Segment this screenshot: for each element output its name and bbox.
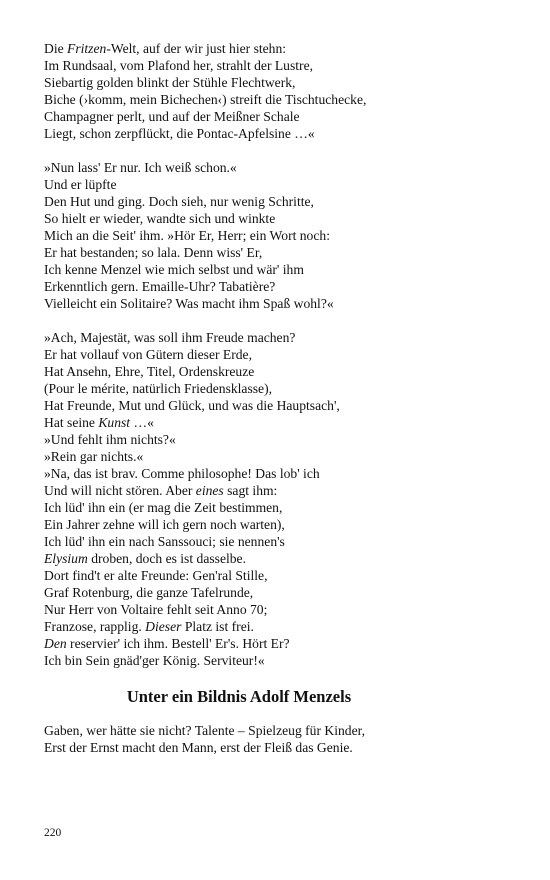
verse-line [44,210,514,227]
verse-line [44,227,514,244]
verse-text: Den Hut und ging. Doch sieh, nur wenig Schritte, [44,194,314,209]
verse-line [44,363,514,380]
verse-line [44,278,514,295]
verse-line [44,74,514,91]
verse-text: Dort find't er alte Freunde: Gen'ral Stille, [44,568,268,583]
verse-line [44,482,514,499]
verse-line [44,244,514,261]
verse-line [44,739,514,756]
verse-text: Biche (›komm, mein Bichechen‹) streift die Tischtuchecke, [44,92,367,107]
verse-text: Platz ist frei. [181,619,254,634]
verse-emphasis: Fritzen [67,41,107,56]
verse-line [44,465,514,482]
verse-text: Die [44,41,68,56]
verse-text: (Pour le mérite, natürlich Friedensklasse), [44,381,273,396]
verse-line [44,40,514,57]
verse-line [44,295,514,312]
verse-emphasis: Dieser [145,619,182,634]
verse-line [44,193,514,210]
verse-text: Ich kenne Menzel wie mich selbst und wär' ihm [44,262,304,277]
verse-text: Hat seine [44,415,99,430]
verse-text: Liegt, schon zerpflückt, die Pontac-Apfelsine …« [44,126,315,141]
verse-line [44,346,514,363]
verse-text: Franzose, rapplig. [44,619,146,634]
verse-line [44,108,514,125]
verse-line [44,499,514,516]
poem-heading: Unter ein Bildnis Adolf Menzels [126,687,352,706]
verse-text: reservier' ich ihm. Bestell' Er's. Hört Er? [66,636,290,651]
stanza-1 [44,40,514,142]
verse-line [44,397,514,414]
verse-line [44,431,514,448]
verse-line [44,722,514,739]
verse-text: So hielt er wieder, wandte sich und winkte [44,211,276,226]
verse-text: Er hat bestanden; so lala. Denn wiss' Er, [44,245,263,260]
verse-text: …« [130,415,154,430]
verse-line [44,91,514,108]
stanza-4 [44,722,514,756]
verse-line [44,567,514,584]
verse-text: »Rein gar nichts.« [44,449,144,464]
page-body [44,40,514,773]
verse-line [44,448,514,465]
verse-line [44,159,514,176]
verse-text: »Nun lass' Er nur. Ich weiß schon.« [44,160,237,175]
verse-emphasis: Elysium [44,551,88,566]
verse-text: Ich bin Sein gnäd'ger König. Serviteur!« [44,653,265,668]
verse-text: droben, doch es ist dasselbe. [87,551,246,566]
verse-text: Nur Herr von Voltaire fehlt seit Anno 70; [44,602,268,617]
verse-text: Er hat vollauf von Gütern dieser Erde, [44,347,252,362]
verse-line [44,550,514,567]
verse-emphasis: Den [44,636,67,651]
verse-line [44,329,514,346]
verse-text: Hat Freunde, Mut und Glück, und was die Hauptsach', [44,398,340,413]
verse-emphasis: Kunst [98,415,131,430]
verse-line [44,414,514,431]
verse-text: Im Rundsaal, vom Plafond her, strahlt der Lustre, [44,58,314,73]
verse-text: Erst der Ernst macht den Mann, erst der Fleiß das Genie. [44,740,353,755]
verse-line [44,380,514,397]
verse-text: Siebartig golden blinkt der Stühle Flechtwerk, [44,75,296,90]
verse-text: Und will nicht stören. Aber [44,483,196,498]
verse-text: Und er lüpfte [44,177,117,192]
verse-line [44,652,514,669]
verse-text: -Welt, auf der wir just hier stehn: [106,41,287,56]
verse-text: Erkenntlich gern. Emaille-Uhr? Tabatière? [44,279,276,294]
verse-text: »Ach, Majestät, was soll ihm Freude machen? [44,330,296,345]
verse-line [44,635,514,652]
verse-emphasis: eines [195,483,224,498]
verse-text: sagt ihm: [223,483,278,498]
verse-text: »Na, das ist brav. Comme philosophe! Das lob' ich [44,466,320,481]
verse-text: Ich lüd' ihn ein nach Sanssouci; sie nennen's [44,534,285,549]
verse-text: Champagner perlt, und auf der Meißner Schale [44,109,300,124]
verse-line [44,584,514,601]
verse-line [44,601,514,618]
verse-text: Vielleicht ein Solitaire? Was macht ihm Spaß wohl?« [44,296,334,311]
verse-text: Hat Ansehn, Ehre, Titel, Ordenskreuze [44,364,255,379]
verse-text: Graf Rotenburg, die ganze Tafelrunde, [44,585,254,600]
verse-line [44,261,514,278]
verse-text: Gaben, wer hätte sie nicht? Talente – Spielzeug für Kinder, [44,723,365,738]
verse-line [44,516,514,533]
page-number: 220 [44,827,62,839]
verse-text: Ein Jahrer zehne will ich gern noch warten), [44,517,285,532]
verse-text: »Und fehlt ihm nichts?« [44,432,176,447]
stanza-3 [44,329,514,669]
verse-line [44,618,514,635]
verse-line [44,176,514,193]
verse-line [44,125,514,142]
verse-text: Ich lüd' ihn ein (er mag die Zeit bestimmen, [44,500,283,515]
verse-line [44,533,514,550]
verse-line [44,57,514,74]
stanza-2 [44,159,514,312]
verse-text: Mich an die Seit' ihm. »Hör Er, Herr; ein Wort noch: [44,228,330,243]
